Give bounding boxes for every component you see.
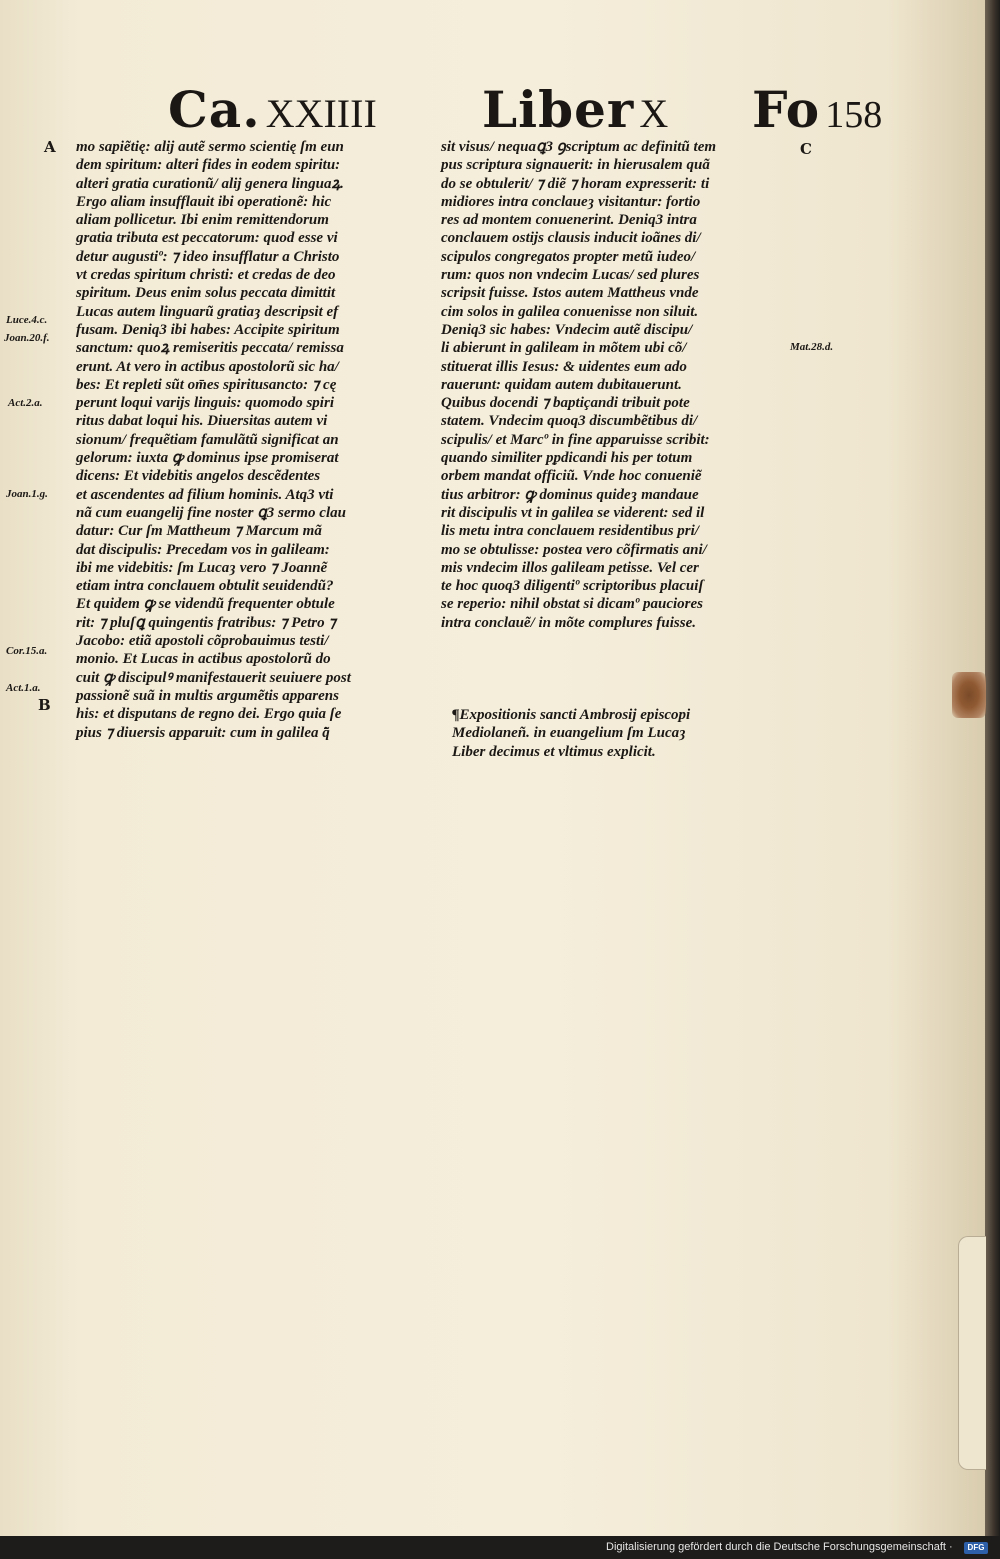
paper-stain: [952, 672, 986, 718]
text-line: detur augustiº: ⁊ ideo insufflatur a Christo: [76, 248, 340, 265]
text-line: alteri gratia curationũ/ alij genera linguaꝝ.: [76, 175, 344, 192]
page-edge: [985, 0, 1000, 1536]
text-line: pus scriptura signauerit: in hierusalem quã: [441, 157, 710, 174]
text-line: fusam. Deniq3 ibi habes: Accipite spiritum: [76, 321, 340, 338]
text-line: sanctum: quoꝝ remiseritis peccata/ remissa: [76, 340, 344, 357]
liber-word: Liber: [482, 80, 635, 139]
text-line: Jacobo: etiã apostoli cõprobauimus testi/: [76, 633, 329, 650]
text-line: dat discipulis: Precedam vos in galileam:: [76, 541, 330, 558]
text-line: Liber decimus et vltimus explicit.: [452, 743, 656, 760]
text-line: rum: quos non vndecim Lucas/ sed plures: [441, 267, 700, 284]
chapter-number: XXIIII: [265, 91, 377, 136]
text-line: ¶Expositionis sancti Ambrosij episcopi: [452, 707, 691, 723]
text-line: orbem mandat officiũ. Vnde hoc conueniẽ: [441, 468, 702, 485]
text-line: statem. Vndecim quoq3 discumbẽtibus di/: [441, 413, 698, 430]
text-line: nã cum euangelij fine noster ꝗ3 sermo clau: [76, 504, 346, 521]
colophon: [452, 706, 792, 761]
text-line: dem spiritum: alteri fides in eodem spiritu:: [76, 157, 341, 174]
text-line: lis metu intra conclauem residentibus pri/: [441, 523, 699, 540]
text-line: scripsit fuisse. Istos autem Mattheus vnde: [441, 285, 699, 302]
section-letter-b: B: [38, 696, 51, 714]
margin-ref-mat28: Mat.28.d.: [790, 341, 834, 353]
margin-ref-joan1: Joan.1.g.: [6, 488, 48, 500]
folio-abbrev: Fo: [752, 80, 821, 139]
margin-ref-act2: Act.2.a.: [8, 397, 43, 409]
text-line: dicens: Et videbitis angelos descẽdentes: [76, 468, 321, 485]
text-line: scipulis/ et Marcº in fine apparuisse scribit:: [441, 431, 710, 448]
text-line: rauerunt: quidam autem dubitauerunt.: [441, 376, 682, 393]
text-line: conclauem ostijs clausis inducit ioãnes di/: [441, 230, 701, 247]
text-line: pius ⁊ diuersis apparuit: cum in galilea q̃̄: [76, 724, 330, 741]
text-line: Et quidem ꝙ se videndũ frequenter obtule: [76, 596, 335, 613]
text-line: se reperio: nihil obstat si dicamº pauciores: [441, 596, 704, 613]
text-line: rit: ⁊ pluſꝗ quingentis fratribus: ⁊ Petro ⁊: [76, 614, 336, 631]
text-line: midiores intra conclaueȝ visitantur: fortio: [441, 193, 701, 210]
dfg-logo: DFG: [964, 1542, 988, 1554]
text-line: passionẽ suã in multis argumẽtis apparens: [76, 687, 339, 704]
text-line: mis vndecim illos galileam petisse. Vel cer: [441, 559, 699, 576]
text-line: erunt. At vero in actibus apostolorũ sic ha/: [76, 358, 339, 375]
text-line: Ergo aliam insufflauit ibi operationẽ: hic: [76, 193, 332, 210]
chapter-abbrev: Ca.: [168, 80, 261, 139]
text-line: datur: Cur ſm Mattheum ⁊ Marcum mã: [76, 523, 322, 540]
text-line: ritus dabat loqui his. Diuersitas autem vi: [76, 413, 328, 430]
text-line: spiritum. Deus enim solus peccata dimittit: [76, 285, 336, 302]
footer-credit: Digitalisierung gefördert durch die Deutsche Forschungsgemeinschaft ·: [606, 1541, 953, 1553]
text-line: ibi me videbitis: ſm Lucaȝ vero ⁊ Joannẽ: [76, 559, 328, 576]
text-line: aliam pollicetur. Ibi enim remittendorum: [76, 212, 329, 229]
text-line: intra conclauẽ/ in mõte complures fuisse.: [441, 614, 697, 631]
margin-ref-joan20: Joan.20.f.: [4, 332, 50, 344]
text-line: Deniq3 sic habes: Vndecim autẽ discipu/: [441, 321, 693, 338]
text-line: gratia tributa est peccatorum: quod esse vi: [76, 230, 338, 247]
text-line: cuit ꝙ discipulꝰ manifestauerit seuiuere post: [76, 669, 351, 686]
text-line: quando similiter pᵱdicandi his per totum: [441, 450, 693, 467]
text-line: Quibus docendi ⁊ baptiçandi tribuit pote: [441, 395, 690, 412]
section-letter-c: C: [800, 140, 812, 158]
text-line: Mediolaneñ. in euangelium ſm Lucaȝ: [452, 725, 686, 742]
text-line: monio. Et Lucas in actibus apostolorũ do: [76, 651, 331, 668]
text-line: li abierunt in galileam in mõtem ubi cõ/: [441, 340, 687, 357]
text-line: do se obtulerit/ ⁊ diẽ ⁊ horam expresserit: ti: [441, 175, 710, 192]
folio-number: 158: [825, 94, 883, 136]
margin-ref-cor15: Cor.15.a.: [6, 645, 48, 657]
text-line: mo sapiẽtię: alij autẽ sermo scientię ſm eun: [76, 139, 344, 155]
text-line: etiam intra conclauem obtulit seuidendũ?: [76, 578, 334, 595]
text-line: his: et disputans de regno dei. Ergo quia ſe: [76, 706, 342, 723]
section-letter-a: A: [44, 138, 56, 156]
text-line: cim solos in galilea conuenisse non siluit.: [441, 303, 699, 320]
right-text-column: [441, 138, 785, 632]
text-line: perunt loqui varijs linguis: quomodo spiri: [76, 395, 334, 412]
margin-ref-act1: Act.1.a.: [6, 682, 41, 694]
running-head-liber: [482, 80, 668, 140]
text-line: stituerat illis Iesus: & uidentes eum ado: [441, 358, 687, 375]
text-line: sit visus/ nequaꝗ3 ꝯscriptum ac definitũ tem: [441, 139, 717, 155]
text-line: scipulos congregatos propter metũ iudeo/: [441, 248, 696, 265]
margin-ref-luce: Luce.4.c.: [6, 314, 48, 326]
text-line: rit discipulis vt in galilea se viderent: sed il: [441, 504, 705, 521]
text-line: sionum/ frequẽtiam famulãtũ significat an: [76, 431, 339, 448]
text-line: bes: Et repleti sũt om̄es spiritusancto: ⁊ cę: [76, 376, 337, 393]
text-line: te hoc quoq3 diligentiº scriptoribus placuiſ: [441, 578, 704, 595]
text-line: mo se obtulisse: postea vero cõfirmatis ani/: [441, 541, 707, 558]
text-line: tius arbitror: ꝙ dominus quideȝ mandaue: [441, 486, 699, 503]
text-line: vt credas spiritum christi: et credas de deo: [76, 267, 336, 284]
left-text-column: [76, 138, 421, 742]
liber-number: X: [639, 91, 669, 136]
text-line: et ascendentes ad filium hominis. Atq3 vti: [76, 486, 334, 503]
running-head-chapter: [168, 80, 377, 140]
text-line: Lucas autem linguarũ gratiaȝ descripsit ef: [76, 303, 339, 320]
page-tab: [958, 1236, 986, 1470]
text-line: res ad montem conuenerint. Deniq3 intra: [441, 212, 697, 229]
text-line: gelorum: iuxta ꝙ dominus ipse promiserat: [76, 450, 339, 467]
running-head-folio: [752, 80, 882, 140]
